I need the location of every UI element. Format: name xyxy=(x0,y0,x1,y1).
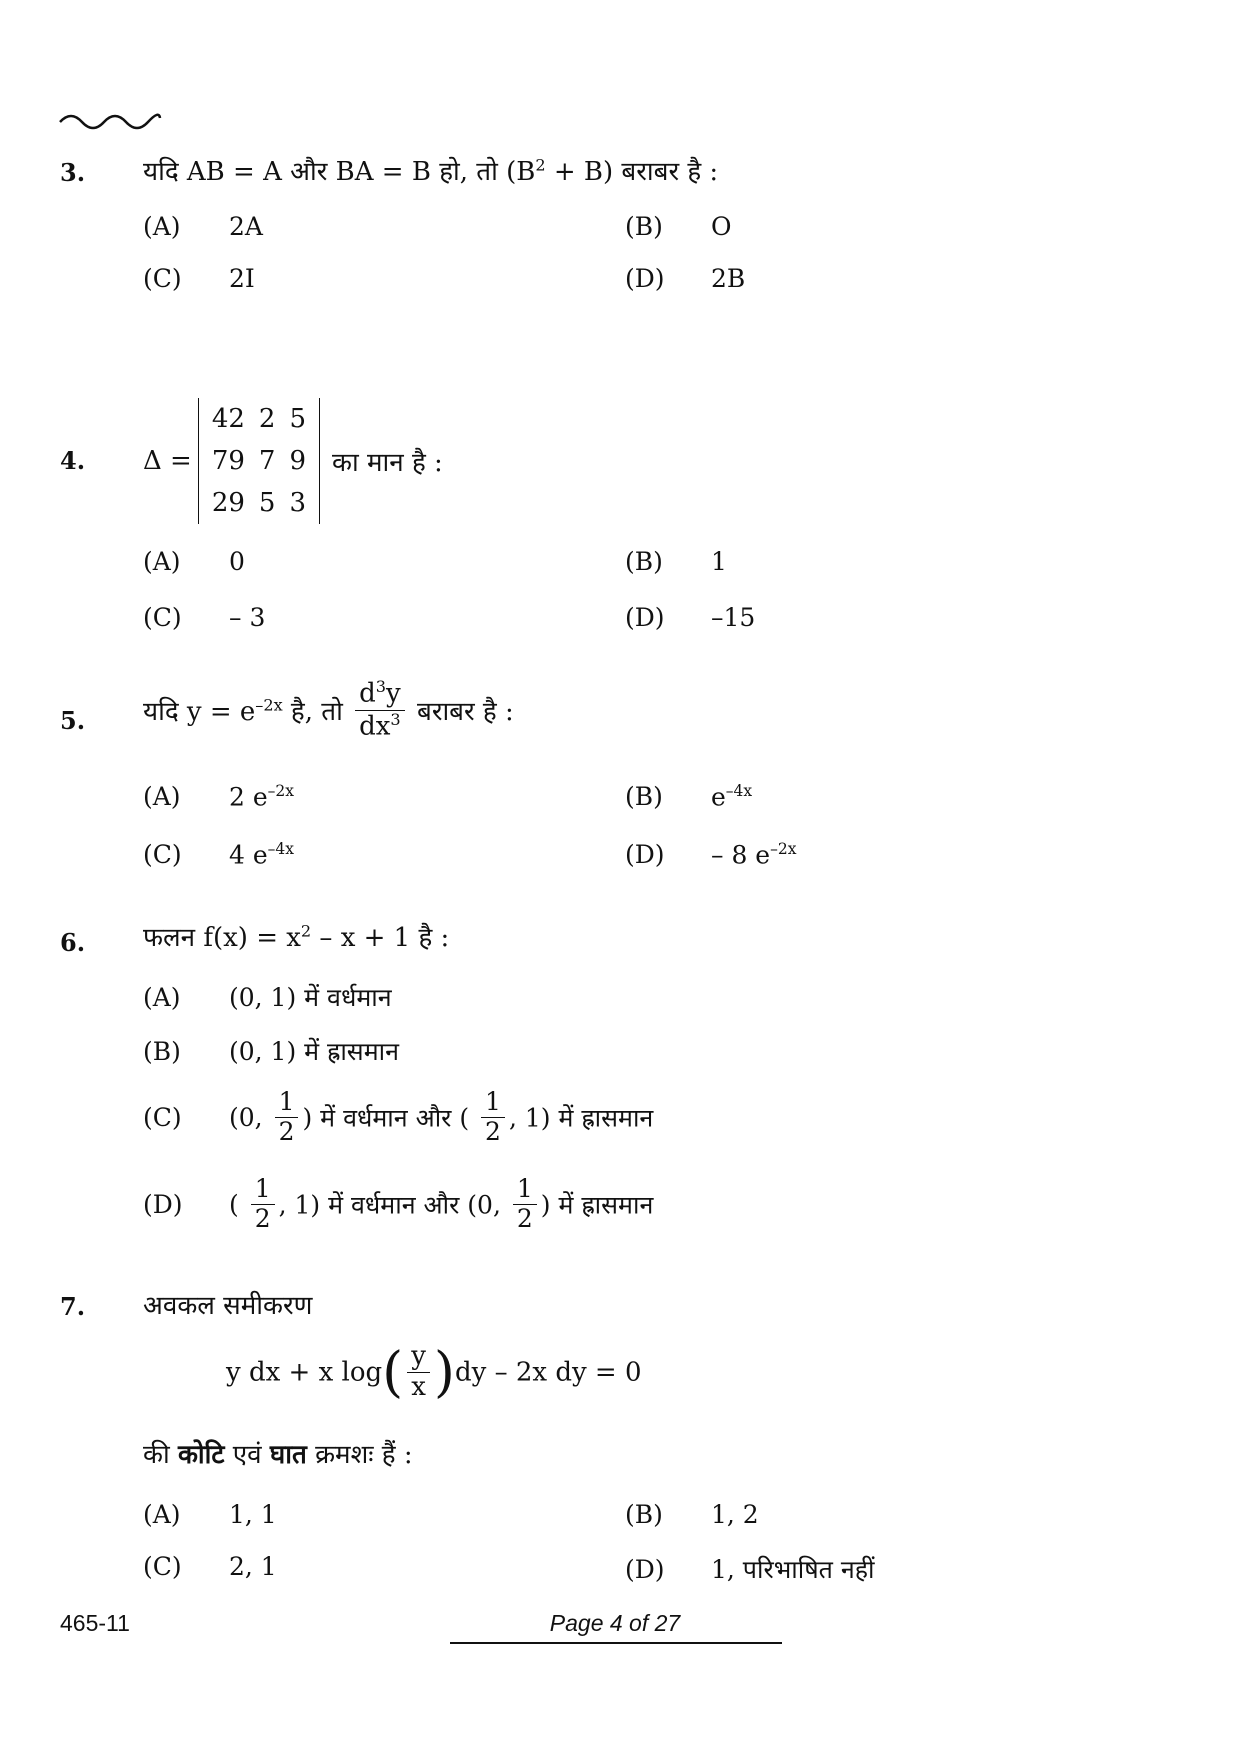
wave-mark-icon xyxy=(58,108,162,134)
q7-option-a[interactable]: (A) 1, 1 xyxy=(143,1500,277,1529)
q4-stem: Δ = 42 2 5 79 7 9 29 5 3 का मान है : xyxy=(143,398,443,524)
q5-option-c[interactable]: (C) 4 $e^{-4x}$ xyxy=(143,840,295,870)
q7-option-c[interactable]: (C) 2, 1 xyxy=(143,1552,277,1581)
q7-stem: अवकल समीकरण xyxy=(143,1291,313,1321)
q3-option-c[interactable]: (C) 2I xyxy=(143,264,255,293)
q6-option-b[interactable]: (B) (0, 1) में ह्रासमान xyxy=(143,1037,400,1066)
q4-option-d[interactable]: (D) –15 xyxy=(625,603,756,632)
footer-divider xyxy=(450,1642,782,1644)
q7-number: 7. xyxy=(60,1292,86,1321)
q4-option-a[interactable]: (A) 0 xyxy=(143,547,245,576)
q5-stem: यदि $y = e^{-2x}$ है, तो $\frac{d^3y}{dx^3}$ बराबर है : xyxy=(143,677,514,742)
q4-determinant: 42 2 5 79 7 9 29 5 3 xyxy=(198,398,320,524)
q3-option-b[interactable]: (B) O xyxy=(625,212,732,241)
q5-option-b[interactable]: (B) $e^{-4x}$ xyxy=(625,782,753,812)
q4-option-b[interactable]: (B) 1 xyxy=(625,547,727,576)
q3-number: 3. xyxy=(60,158,86,187)
q6-number: 6. xyxy=(60,928,86,957)
half-fraction: $\frac{1}{2}$ xyxy=(481,1088,505,1147)
q7-option-d[interactable]: (D) 1, परिभाषित नहीं xyxy=(625,1555,875,1584)
q3-option-a[interactable]: (A) 2A xyxy=(143,212,263,241)
q3-option-d[interactable]: (D) 2B xyxy=(625,264,746,293)
page-number: Page 4 of 27 xyxy=(549,1610,681,1636)
half-fraction: $\frac{1}{2}$ xyxy=(251,1175,275,1234)
q7-stem-line2: की कोटि एवं घात क्रमशः हैं : xyxy=(143,1440,413,1470)
y-over-x-fraction: $\frac{y}{x}$ xyxy=(407,1342,430,1403)
q6-option-a[interactable]: (A) (0, 1) में वर्धमान xyxy=(143,983,392,1012)
q6-stem: फलन $f(x) = x^2 - x + 1$ है : xyxy=(143,921,450,953)
q4-number: 4. xyxy=(60,446,86,475)
q6-option-d[interactable]: (D) ( $\frac{1}{2}$ , 1) में वर्धमान और (0, $\frac{1}{2}$ ) में ह्रासमान xyxy=(143,1174,654,1233)
q3-stem: यदि AB = A और BA = B हो, तो $(B^2 + B)$ बराबर है : xyxy=(143,155,719,187)
q7-equation: y dx + x log( $\frac{y}{x}$ )dy – 2x dy = 0 xyxy=(226,1340,642,1404)
q5-number: 5. xyxy=(60,706,86,735)
paper-code: 465-11 xyxy=(60,1610,130,1636)
q4-option-c[interactable]: (C) – 3 xyxy=(143,603,266,632)
half-fraction: $\frac{1}{2}$ xyxy=(513,1175,537,1234)
q5-derivative-fraction: $\frac{d^3y}{dx^3}$ xyxy=(355,678,405,742)
q7-option-b[interactable]: (B) 1, 2 xyxy=(625,1500,759,1529)
q5-option-a[interactable]: (A) 2 $e^{-2x}$ xyxy=(143,782,295,812)
q5-option-d[interactable]: (D) – 8 $e^{-2x}$ xyxy=(625,840,797,870)
half-fraction: $\frac{1}{2}$ xyxy=(275,1088,299,1147)
q6-option-c[interactable]: (C) (0, $\frac{1}{2}$ ) में वर्धमान और ( $\frac{1}{2}$ , 1) में ह्रासमान xyxy=(143,1087,654,1146)
